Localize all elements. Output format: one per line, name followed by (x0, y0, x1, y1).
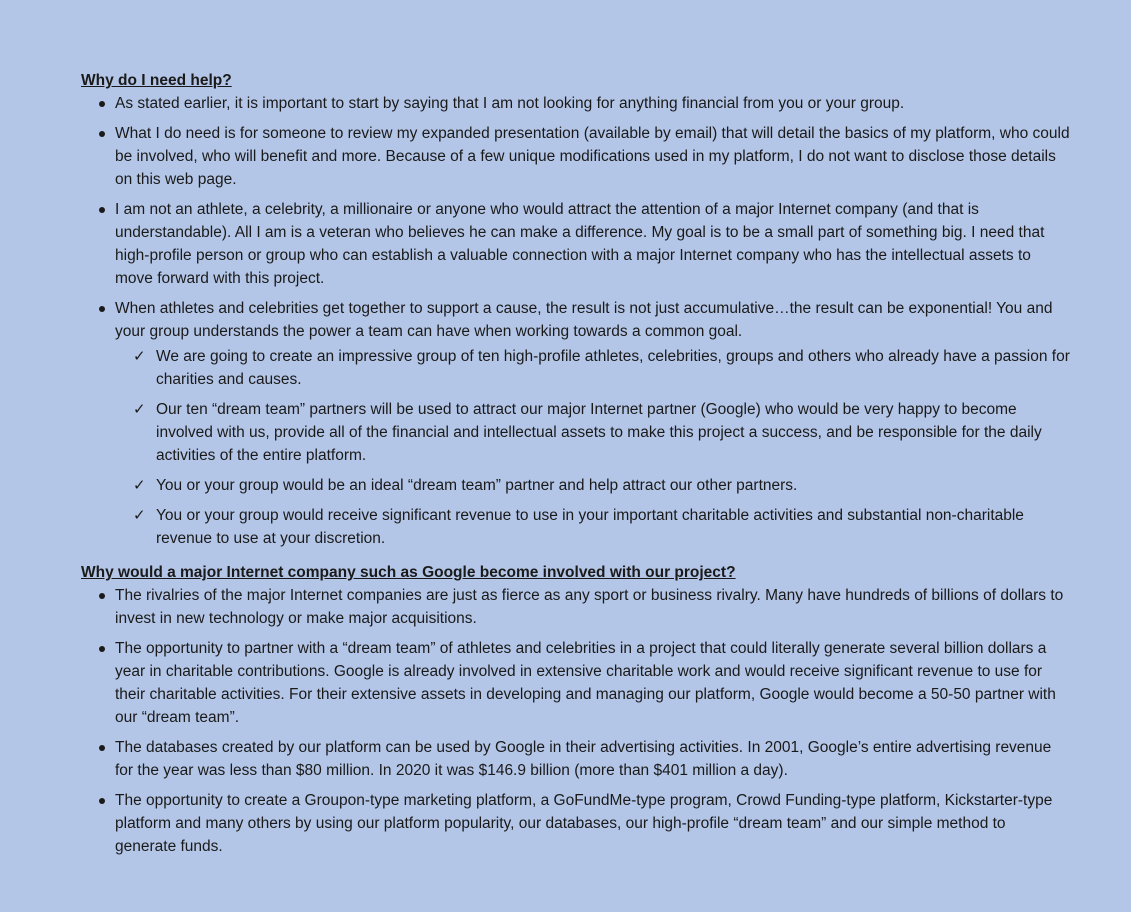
check-item (115, 398, 1071, 467)
check-item (115, 345, 1071, 391)
list-item (81, 736, 1071, 782)
checkmark-icon: ✓ (133, 401, 146, 418)
bullet-dot-icon (99, 207, 105, 213)
checkmark-icon: ✓ (133, 507, 146, 524)
section-why-need-help (81, 70, 1071, 550)
list-item (81, 198, 1071, 290)
checkmark-icon: ✓ (133, 477, 146, 494)
list-item-text: What I do need is for someone to review my expanded presentation (available by email) that will detail the basics of my platform, who could be involved, who will benefit and more. Because of a few unique modifications used in my platform, I do not want to disclose those details on this web page. (115, 125, 1070, 188)
bullet-list (81, 92, 1071, 550)
bullet-dot-icon (99, 593, 105, 599)
list-item (81, 122, 1071, 191)
list-item-text: The opportunity to create a Groupon-type marketing platform, a GoFundMe-type program, Crowd Funding-type platform, Kickstarter-type platform and many others by using our platform popularity, our databases, our high-profile “dream team” and our simple method to generate funds. (115, 792, 1053, 855)
bullet-dot-icon (99, 131, 105, 137)
check-item-text: You or your group would be an ideal “dream team” partner and help attract our other partners. (156, 477, 798, 494)
check-item (115, 474, 1071, 497)
list-item (81, 92, 1071, 115)
list-item-text: When athletes and celebrities get together to support a cause, the result is not just accumulative…the result can be exponential! You and your group understands the power a team can have when working towards a common goal. (115, 300, 1053, 340)
section-heading: Why do I need help? (81, 72, 232, 89)
check-item-text: We are going to create an impressive group of ten high-profile athletes, celebrities, groups and others who already have a passion for charities and causes. (156, 348, 1070, 388)
list-item (81, 584, 1071, 630)
check-item-text: You or your group would receive significant revenue to use in your important charitable activities and substantial non-charitable revenue to use at your discretion. (156, 507, 1024, 547)
list-item (81, 297, 1071, 550)
bullet-list (81, 584, 1071, 858)
list-item (81, 789, 1071, 858)
list-item-text: As stated earlier, it is important to start by saying that I am not looking for anything financial from you or your group. (115, 95, 905, 112)
bullet-dot-icon (99, 101, 105, 107)
list-item (81, 637, 1071, 729)
list-item-text: The rivalries of the major Internet companies are just as fierce as any sport or business rivalry. Many have hundreds of billions of dollars to invest in new technology or make major acquisitions. (115, 587, 1064, 627)
bullet-dot-icon (99, 646, 105, 652)
list-item-text: The databases created by our platform can be used by Google in their advertising activities. In 2001, Google’s entire advertising revenue for the year was less than $80 million. In 2020 it was $146.9 billion (more than $401 million a day). (115, 739, 1052, 779)
section-heading: Why would a major Internet company such as Google become involved with our project? (81, 564, 736, 581)
list-item-text: I am not an athlete, a celebrity, a millionaire or anyone who would attract the attention of a major Internet company (and that is understandable). All I am is a veteran who believes he can make a difference. My goal is to be a small part of something big. I need that high-profile person or group who can establish a valuable connection with a major Internet company who has the intellectual assets to move forward with this project. (115, 201, 1045, 287)
section-why-google (81, 562, 1071, 858)
list-item-text: The opportunity to partner with a “dream team” of athletes and celebrities in a project that could literally generate several billion dollars a year in charitable contributions. Google is already involved in extensive charitable work and would receive significant revenue to use for their charitable activities. For their extensive assets in developing and managing our platform, Google would become a 50-50 partner with our “dream team”. (115, 640, 1056, 726)
checkmark-list (115, 345, 1071, 550)
bullet-dot-icon (99, 306, 105, 312)
bullet-dot-icon (99, 745, 105, 751)
check-item-text: Our ten “dream team” partners will be used to attract our major Internet partner (Google) who would be very happy to become involved with us, provide all of the financial and intellectual assets to make this project a success, and be responsible for the daily activities of the entire platform. (156, 401, 1042, 464)
bullet-dot-icon (99, 798, 105, 804)
checkmark-icon: ✓ (133, 348, 146, 365)
check-item (115, 504, 1071, 550)
